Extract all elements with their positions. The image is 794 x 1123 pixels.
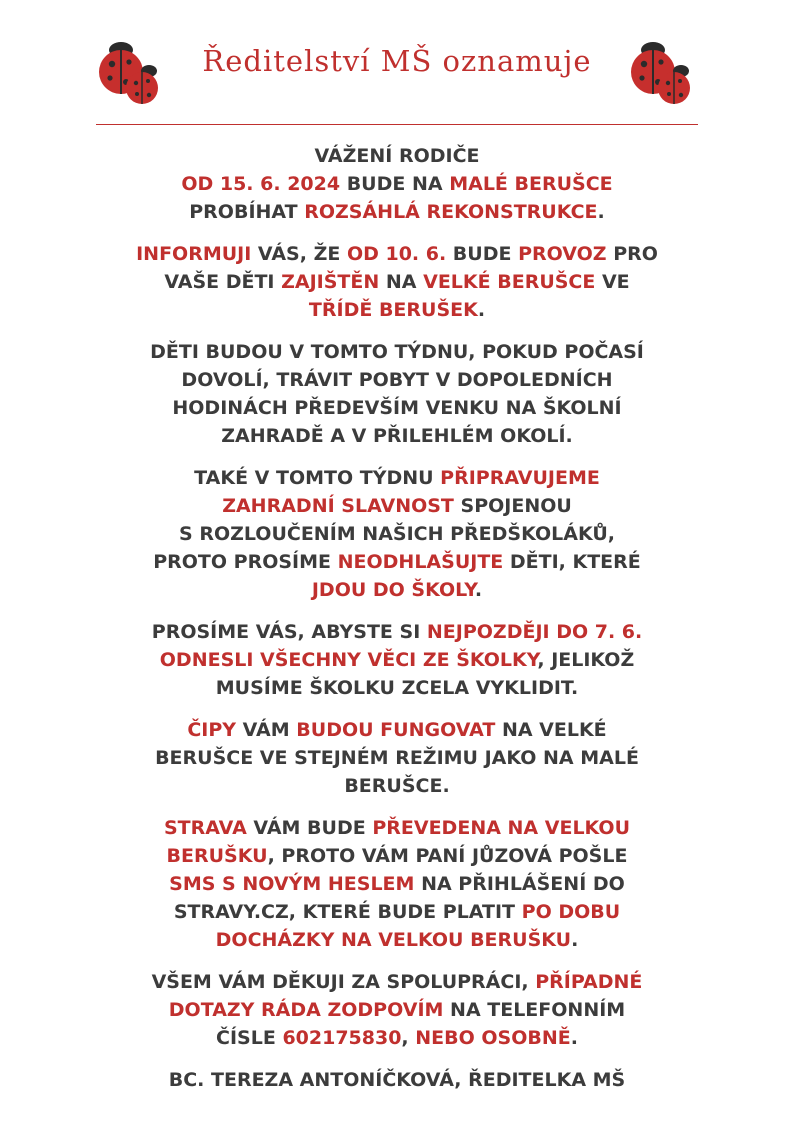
highlighted-text: 602175830 — [282, 1027, 402, 1049]
body-text: . — [570, 1027, 578, 1049]
body-text: . — [477, 299, 486, 321]
highlighted-text: PO DOBU — [521, 901, 621, 923]
highlighted-text: OD 15. 6. 2024 — [181, 173, 341, 195]
body-text: , — [401, 1027, 416, 1049]
body-text: PRO — [606, 243, 658, 265]
highlighted-text: NEODHLAŠUJTE — [337, 551, 504, 573]
body-text: SPOJENOU — [453, 495, 572, 517]
highlighted-text: ODNESLI VŠECHNY VĚCI ZE ŠKOLKY — [159, 649, 538, 671]
highlighted-text: TŘÍDĚ BERUŠEK — [308, 299, 478, 321]
body-text: BUDE NA — [340, 173, 450, 195]
body-text: MUSÍME ŠKOLKU ZCELA VYKLIDIT. — [215, 677, 579, 699]
highlighted-text: ZAJIŠTĚN — [281, 271, 380, 293]
header — [0, 0, 794, 130]
highlighted-text: OD 10. 6. — [346, 243, 447, 265]
highlighted-text: SMS S NOVÝM HESLEM — [169, 873, 415, 895]
ladybug-icon — [628, 36, 694, 108]
highlighted-text: BERUŠKU — [166, 845, 268, 867]
body-text: NA PŘIHLÁŠENÍ DO — [414, 873, 625, 895]
highlighted-text: DOTAZY RÁDA ZODPOVÍM — [168, 999, 444, 1021]
highlighted-text: JDOU DO ŠKOLY — [311, 579, 475, 601]
announcement-paragraph — [90, 716, 704, 800]
body-text: VE — [595, 271, 630, 293]
announcement-paragraph — [90, 338, 704, 450]
body-text: DĚTI, KTERÉ — [503, 551, 641, 573]
body-text: ZAHRADĚ A V PŘILEHLÉM OKOLÍ. — [221, 425, 573, 447]
body-text: VÁM — [236, 719, 297, 741]
body-text: . — [571, 929, 579, 951]
highlighted-text: STRAVA — [163, 817, 247, 839]
body-text: VŠEM VÁM DĚKUJI ZA SPOLUPRÁCI, — [151, 971, 536, 993]
body-text: , PROTO VÁM PANÍ JŮZOVÁ POŠLE — [267, 845, 628, 867]
highlighted-text: PŘIPRAVUJEME — [440, 467, 600, 489]
body-text: PROBÍHAT — [189, 201, 305, 223]
announcement-paragraph — [90, 464, 704, 604]
announcement-paragraph — [90, 618, 704, 702]
body-text: DĚTI BUDOU V TOMTO TÝDNU, POKUD POČASÍ — [150, 341, 644, 363]
body-text: , JELIKOŽ — [537, 649, 635, 671]
body-text: PROSÍME VÁS, ABYSTE SI — [151, 621, 427, 643]
body-text: BERUŠCE. — [344, 775, 450, 797]
body-text: . — [597, 201, 605, 223]
highlighted-text: VELKÉ BERUŠCE — [423, 271, 596, 293]
highlighted-text: PŘEVEDENA NA VELKOU — [372, 817, 630, 839]
highlighted-text: PROVOZ — [518, 243, 607, 265]
highlighted-text: ZAHRADNÍ SLAVNOST — [222, 495, 454, 517]
body-text: . — [474, 579, 483, 601]
body-text: HODINÁCH PŘEDEVŠÍM VENKU NA ŠKOLNÍ — [172, 397, 622, 419]
highlighted-text: MALÉ BERUŠCE — [449, 173, 613, 195]
body-text: VÁS, ŽE — [251, 243, 347, 265]
body-text: VÁŽENÍ RODIČE — [314, 145, 480, 167]
body-text: NA VELKÉ — [495, 719, 607, 741]
body-text: BERUŠCE VE STEJNÉM REŽIMU JAKO NA MALÉ — [155, 747, 639, 769]
body-text: S ROZLOUČENÍM NAŠICH PŘEDŠKOLÁKŮ, — [179, 523, 615, 545]
body-text: ČÍSLE — [216, 1027, 283, 1049]
highlighted-text: ROZSÁHLÁ REKONSTRUKCE — [304, 201, 598, 223]
announcement-paragraph — [90, 1066, 704, 1094]
announcement-paragraph — [90, 814, 704, 954]
body-text: VÁM BUDE — [246, 817, 373, 839]
announcement-body — [90, 142, 704, 1108]
highlighted-text: INFORMUJI — [136, 243, 252, 265]
body-text: TAKÉ V TOMTO TÝDNU — [194, 467, 441, 489]
announcement-paragraph — [90, 968, 704, 1052]
highlighted-text: NEBO OSOBNĚ — [415, 1027, 571, 1049]
body-text: PROTO PROSÍME — [153, 551, 338, 573]
announcement-paragraph — [90, 142, 704, 226]
body-text: NA TELEFONNÍM — [443, 999, 626, 1021]
highlighted-text: ČIPY — [187, 719, 237, 741]
body-text: BUDE — [446, 243, 519, 265]
highlighted-text: NEJPOZDĚJI DO 7. 6. — [426, 621, 643, 643]
body-text: NA — [379, 271, 424, 293]
highlighted-text: BUDOU FUNGOVAT — [296, 719, 496, 741]
body-text: BC. TEREZA ANTONÍČKOVÁ, ŘEDITELKA MŠ — [168, 1069, 626, 1091]
body-text: DOVOLÍ, TRÁVIT POBYT V DOPOLEDNÍCH — [181, 369, 613, 391]
body-text: STRAVY.CZ, KTERÉ BUDE PLATIT — [173, 901, 522, 923]
announcement-paragraph — [90, 240, 704, 324]
highlighted-text: PŘÍPADNÉ — [535, 971, 643, 993]
highlighted-text: DOCHÁZKY NA VELKOU BERUŠKU — [215, 929, 572, 951]
body-text: VAŠE DĚTI — [164, 271, 282, 293]
page-title: Ředitelství MŠ oznamuje — [202, 44, 592, 78]
divider — [96, 124, 698, 125]
